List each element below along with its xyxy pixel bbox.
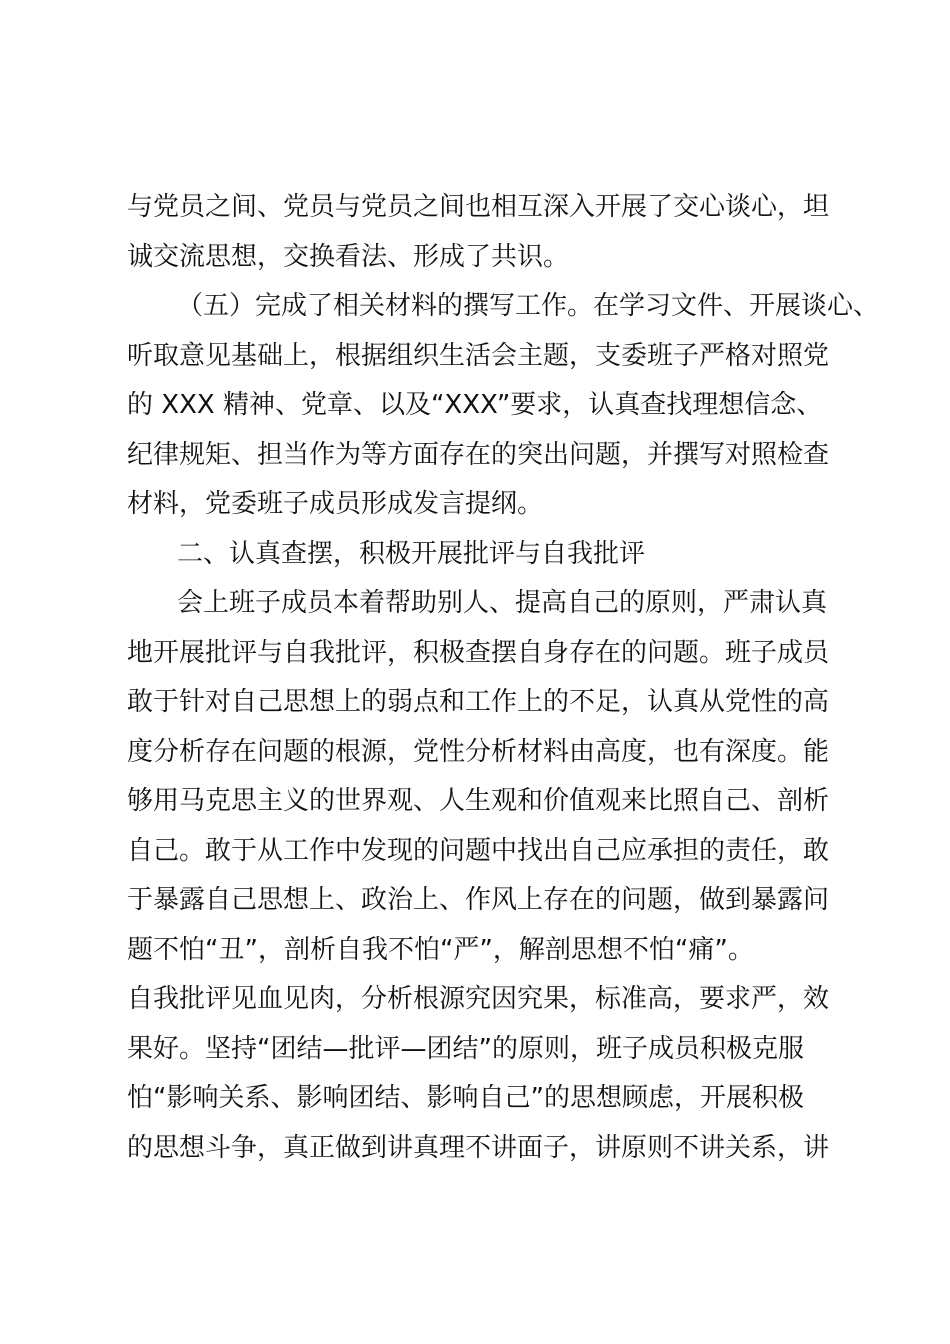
text-line: 的 XXX 精神、党章、以及“XXX”要求，认真查找理想信念、 <box>127 390 823 420</box>
text-line: 与党员之间、党员与党员之间也相互深入开展了交心谈心，坦 <box>127 192 830 222</box>
text-line: 度分析存在问题的根源，党性分析材料由高度，也有深度。能 <box>127 737 830 767</box>
text-line: 怕“影响关系、影响团结、影响自己”的思想顾虑，开展积极 <box>127 1083 804 1113</box>
text-line: 诚交流思想，交换看法、形成了共识。 <box>127 242 570 272</box>
text-line: 果好。坚持“团结—批评—团结”的原则，班子成员积极克服 <box>127 1034 804 1064</box>
text-line: 题不怕“丑”，剖析自我不怕“严”，解剖思想不怕“痛”。 <box>127 935 754 965</box>
text-line: 于暴露自己思想上、政治上、作风上存在的问题，做到暴露问 <box>127 885 830 915</box>
text-line: 够用马克思主义的世界观、人生观和价值观来比照自己、剖析 <box>127 786 830 816</box>
text-line: 地开展批评与自我批评，积极查摆自身存在的问题。班子成员 <box>127 638 830 668</box>
text-line: 听取意见基础上，根据组织生活会主题，支委班子严格对照党 <box>127 341 830 371</box>
text-line: 自我批评见血见肉，分析根源究因究果，标准高，要求严，效 <box>127 984 830 1014</box>
text-line: 自己。敢于从工作中发现的问题中找出自己应承担的责任，敢 <box>127 836 830 866</box>
section-heading-two: 二、认真查摆，积极开展批评与自我批评 <box>177 539 646 569</box>
text-line: 纪律规矩、担当作为等方面存在的突出问题，并撰写对照检查 <box>127 440 830 470</box>
text-line: 敢于针对自己思想上的弱点和工作上的不足，认真从党性的高 <box>127 687 830 717</box>
paragraph-start: 会上班子成员本着帮助别人、提高自己的原则，严肃认真 <box>177 588 828 618</box>
section-heading-five: （五）完成了相关材料的撰写工作。在学习文件、开展谈心、 <box>177 291 880 321</box>
text-line: 材料，党委班子成员形成发言提纲。 <box>127 489 544 519</box>
text-line: 的思想斗争，真正做到讲真理不讲面子，讲原则不讲关系，讲 <box>127 1133 830 1163</box>
